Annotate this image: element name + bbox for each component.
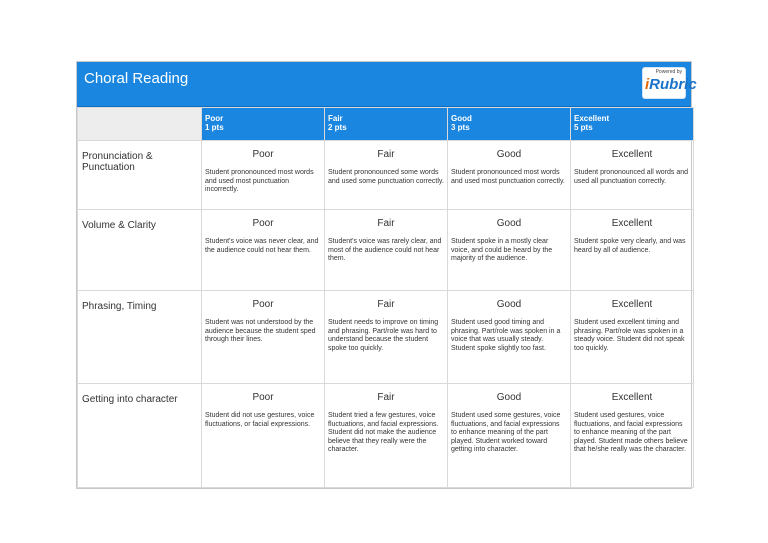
criterion-name: Volume & Clarity: [78, 210, 202, 291]
criterion-row-volume: [78, 210, 694, 291]
rubric-cell[interactable]: [202, 384, 325, 488]
rubric-cell[interactable]: [325, 141, 448, 210]
cell-description: Student tried a few gestures, voice fluctuations, and facial expressions. Student did not make the audience believe that they really were the character.: [328, 412, 439, 454]
rubric-cell[interactable]: [202, 291, 325, 384]
cell-description: Student prononounced all words and used all punctuation correctly.: [574, 169, 689, 185]
criterion-row-pronunciation: [78, 141, 694, 210]
rubric-cell[interactable]: [325, 210, 448, 291]
cell-description: Student's voice was never clear, and the audience could not hear them.: [205, 238, 319, 254]
rubric-cell[interactable]: [571, 291, 694, 384]
irubric-logo[interactable]: [642, 67, 697, 99]
level-points: 5 pts: [574, 123, 593, 132]
criterion-row-character: [78, 384, 694, 488]
rubric-cell[interactable]: [448, 384, 571, 488]
cell-level: Good: [496, 149, 522, 160]
cell-level: Poor: [252, 218, 274, 229]
level-points: 3 pts: [451, 123, 470, 132]
level-header-excellent: [571, 108, 694, 141]
criterion-name: Pronunciation & Punctuation: [78, 141, 202, 210]
cell-description: Student used good timing and phrasing. Part/role was spoken in a voice that was usually steady. Student spoke slightly too fast.: [451, 319, 561, 352]
cell-description: Student used gestures, voice fluctuations, and facial expressions to enhance meaning of the part played. Student made others believe that he/she really was the character.: [574, 412, 688, 454]
level-points: 1 pts: [205, 123, 224, 132]
level-header-poor: [202, 108, 325, 141]
cell-level: Excellent: [611, 392, 653, 403]
level-name: Poor: [205, 114, 224, 123]
cell-level: Good: [496, 299, 522, 310]
level-name: Good: [451, 114, 472, 123]
level-points: 2 pts: [328, 123, 347, 132]
cell-level: Excellent: [611, 218, 653, 229]
cell-description: Student spoke in a mostly clear voice, and could be heard by the majority of the audience.: [451, 238, 553, 263]
cell-level: Poor: [252, 299, 274, 310]
cell-description: Student's voice was rarely clear, and most of the audience could not hear them.: [328, 238, 442, 263]
rubric-cell[interactable]: [571, 141, 694, 210]
cell-level: Fair: [377, 299, 395, 310]
level-header-good: [448, 108, 571, 141]
cell-level: Good: [496, 392, 522, 403]
cell-description: Student was not understood by the audience because the student sped through their lines.: [205, 319, 316, 344]
rubric-card: [76, 61, 697, 489]
rubric-header: [77, 62, 697, 107]
rubric-cell[interactable]: [325, 384, 448, 488]
level-header-fair: [325, 108, 448, 141]
cell-level: Fair: [377, 149, 395, 160]
criterion-name: Getting into character: [78, 384, 202, 488]
rubric-cell[interactable]: [325, 291, 448, 384]
cell-level: Good: [496, 218, 522, 229]
cell-level: Fair: [377, 218, 395, 229]
rubric-cell[interactable]: [202, 210, 325, 291]
cell-level: Poor: [252, 149, 274, 160]
cell-level: Excellent: [611, 149, 653, 160]
logo-brand: iRubric: [645, 76, 697, 93]
criterion-name: Phrasing, Timing: [78, 291, 202, 384]
cell-description: Student used excellent timing and phrasing. Part/role was spoken in a steady voice. Student did not speak too quickly.: [574, 319, 685, 352]
cell-description: Student did not use gestures, voice fluctuations, or facial expressions.: [205, 412, 315, 428]
cell-description: Student needs to improve on timing and phrasing. Part/role was hard to understand because the student spoke too quickly.: [328, 319, 439, 352]
rubric-cell[interactable]: [448, 141, 571, 210]
levels-header-row: [78, 108, 694, 141]
logo-powered-by: Powered by: [655, 69, 682, 75]
cell-description: Student prononounced most words and used most punctuation incorrectly.: [205, 169, 314, 194]
cell-level: Fair: [377, 392, 395, 403]
rubric-table: [77, 107, 694, 488]
rubric-cell[interactable]: [202, 141, 325, 210]
rubric-cell[interactable]: [448, 291, 571, 384]
criterion-row-phrasing: [78, 291, 694, 384]
rubric-title: Choral Reading: [84, 70, 189, 87]
cell-description: Student prononounced most words and used most punctuation correctly.: [451, 169, 565, 185]
level-name: Excellent: [574, 114, 610, 123]
rubric-cell[interactable]: [571, 384, 694, 488]
cell-description: Student used some gestures, voice fluctuations, and facial expressions to enhance meaning of the part played. Student worked toward getting into character.: [451, 412, 561, 454]
cell-level: Poor: [252, 392, 274, 403]
cell-level: Excellent: [611, 299, 653, 310]
rubric-cell[interactable]: [448, 210, 571, 291]
cell-description: Student spoke very clearly, and was heard by all of audience.: [574, 238, 686, 254]
rubric-cell[interactable]: [571, 210, 694, 291]
corner-cell: [78, 108, 202, 141]
cell-description: Student prononounced some words and used some punctuation correctly.: [328, 169, 444, 185]
level-name: Fair: [328, 114, 343, 123]
